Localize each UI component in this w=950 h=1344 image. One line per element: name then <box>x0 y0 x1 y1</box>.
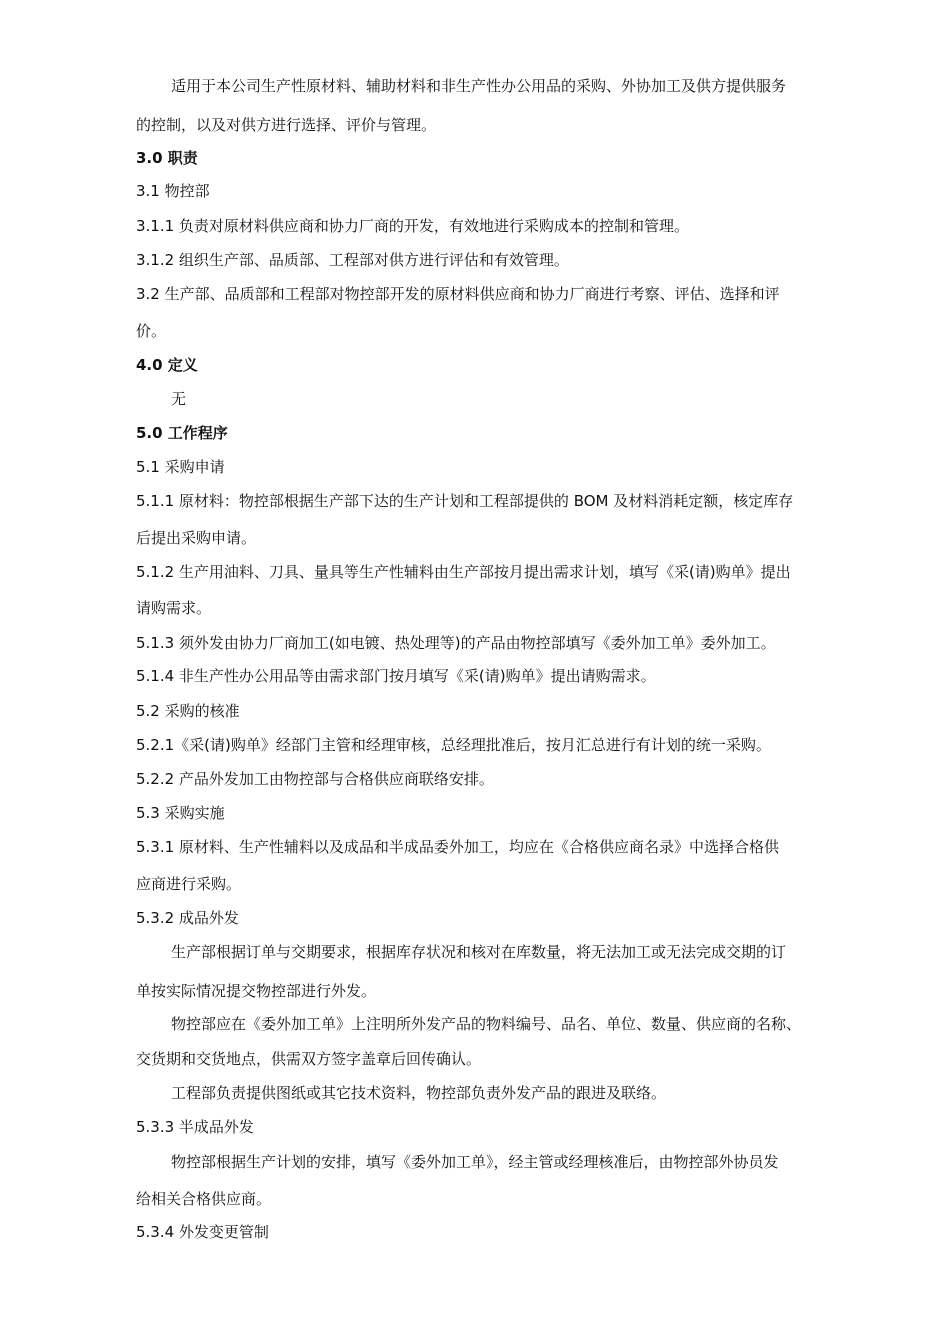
clause-5-1-4: 5.1.4 非生产性办公用品等由需求部门按月填写《采(请)购单》提出请购需求。 <box>136 667 656 685</box>
subsection-heading-5-1: 5.1 采购申请 <box>136 458 225 476</box>
clause-5-1-2-line-1: 5.1.2 生产用油料、刀具、量具等生产性辅料由生产部按月提出需求计划，填写《采(请)购单》提出 <box>136 563 791 581</box>
semi-finished-para-line-2: 给相关合格供应商。 <box>136 1190 272 1208</box>
semi-finished-para-line-1: 物控部根据生产计划的安排，填写《委外加工单》，经主管或经理核准后，由物控部外协员发 <box>171 1153 779 1171</box>
clause-5-1-3: 5.1.3 须外发由协力厂商加工(如电镀、热处理等)的产品由物控部填写《委外加工单》委外加工。 <box>136 634 776 652</box>
section-heading-definitions: 4.0 定义 <box>136 356 198 374</box>
subsection-heading-5-2: 5.2 采购的核准 <box>136 702 240 720</box>
clause-3-1-1: 3.1.1 负责对原材料供应商和协力厂商的开发，有效地进行采购成本的控制和管理。 <box>136 217 689 235</box>
clause-heading-5-3-2: 5.3.2 成品外发 <box>136 909 239 927</box>
finished-goods-para-1-line-2: 单按实际情况提交物控部进行外发。 <box>136 982 377 1000</box>
clause-3-2-line-2: 价。 <box>136 322 167 340</box>
subsection-heading-5-3: 5.3 采购实施 <box>136 804 225 822</box>
definitions-none-text: 无 <box>171 390 187 408</box>
clause-5-1-1-line-2: 后提出采购申请。 <box>136 529 257 547</box>
paragraph-scope-line-2: 的控制，以及对供方进行选择、评价与管理。 <box>136 116 437 134</box>
finished-goods-para-3: 工程部负责提供图纸或其它技术资料，物控部负责外发产品的跟进及联络。 <box>171 1084 667 1102</box>
clause-heading-5-3-3: 5.3.3 半成品外发 <box>136 1118 254 1136</box>
clause-5-2-2: 5.2.2 产品外发加工由物控部与合格供应商联络安排。 <box>136 770 494 788</box>
clause-3-1-2: 3.1.2 组织生产部、品质部、工程部对供方进行评估和有效管理。 <box>136 251 569 269</box>
section-heading-responsibilities: 3.0 职责 <box>136 149 198 167</box>
finished-goods-para-2-line-2: 交货期和交货地点，供需双方签字盖章后回传确认。 <box>136 1050 482 1068</box>
clause-5-3-1-line-2: 应商进行采购。 <box>136 875 242 893</box>
finished-goods-para-1-line-1: 生产部根据订单与交期要求，根据库存状况和核对在库数量，将无法加工或无法完成交期的订 <box>171 943 787 961</box>
clause-heading-5-3-4: 5.3.4 外发变更管制 <box>136 1223 269 1241</box>
clause-5-3-1-line-1: 5.3.1 原材料、生产性辅料以及成品和半成品委外加工，均应在《合格供应商名录》中选择合格供 <box>136 838 779 856</box>
clause-5-1-2-line-2: 请购需求。 <box>136 599 212 617</box>
subsection-heading-3-1: 3.1 物控部 <box>136 182 210 200</box>
paragraph-scope-line-1: 适用于本公司生产性原材料、辅助材料和非生产性办公用品的采购、外协加工及供方提供服务 <box>171 77 787 95</box>
clause-5-1-1-line-1: 5.1.1 原材料：物控部根据生产部下达的生产计划和工程部提供的 BOM 及材料消耗定额，核定库存 <box>136 492 794 510</box>
finished-goods-para-2-line-1: 物控部应在《委外加工单》上注明所外发产品的物料编号、品名、单位、数量、供应商的名称、 <box>171 1015 802 1033</box>
section-heading-procedure: 5.0 工作程序 <box>136 424 228 442</box>
clause-5-2-1: 5.2.1《采(请)购单》经部门主管和经理审核，总经理批准后，按月汇总进行有计划的统一采购。 <box>136 736 771 754</box>
clause-3-2-line-1: 3.2 生产部、品质部和工程部对物控部开发的原材料供应商和协力厂商进行考察、评估、选择和评 <box>136 285 780 303</box>
